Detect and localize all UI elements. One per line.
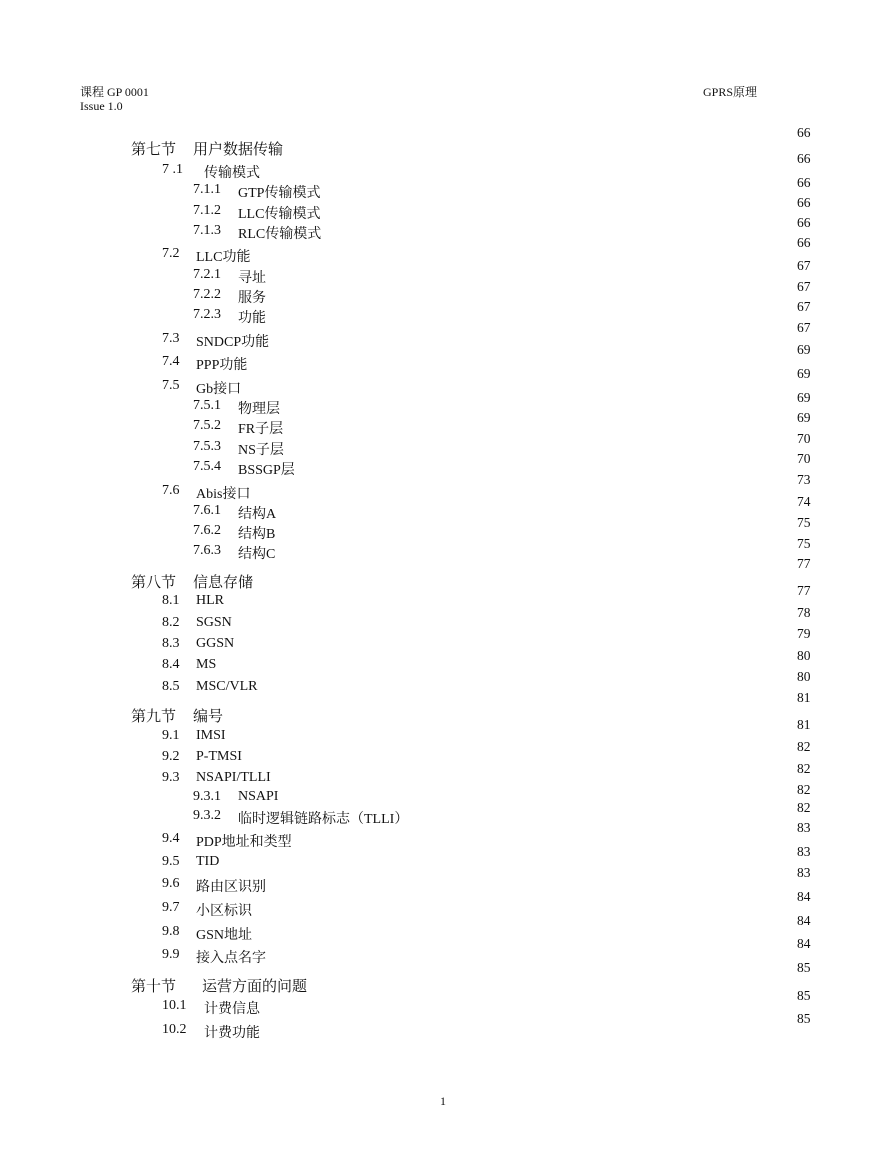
toc-entry-page: 81 — [797, 690, 811, 705]
toc-entry-number: 9.3 — [162, 770, 180, 785]
toc-entry-number: 8.1 — [162, 593, 180, 608]
toc-entry-page: 75 — [797, 536, 811, 551]
toc-entry-page: 70 — [797, 431, 811, 446]
toc-entry-page: 85 — [797, 960, 811, 975]
toc-entry-page: 69 — [797, 390, 811, 405]
toc-entry-title: GGSN — [196, 636, 235, 651]
toc-entry-title: SGSN — [196, 615, 232, 630]
toc-entry-number: 8.3 — [162, 636, 180, 651]
toc-entry-title: P-TMSI — [196, 749, 242, 764]
toc-entry-page: 82 — [797, 800, 811, 815]
toc-entry-page: 84 — [797, 913, 811, 928]
toc-entry-title: 用户数据传输 — [193, 142, 284, 158]
toc-entry-page: 84 — [797, 936, 811, 951]
toc-entry-page: 66 — [797, 195, 811, 210]
toc-entry-number: 8.2 — [162, 615, 180, 630]
toc-entry-title: 功能 — [238, 311, 266, 326]
toc-entry-page: 66 — [797, 215, 811, 230]
toc-entry-number: 7.1.2 — [193, 203, 221, 218]
toc-entry-title: Gb接口 — [196, 382, 242, 397]
toc-entry-number: 9.2 — [162, 749, 180, 764]
toc-entry-page: 70 — [797, 451, 811, 466]
toc-entry-number: 第七节 — [131, 142, 177, 158]
toc-entry-title: 结构B — [238, 527, 276, 542]
toc-entry-number: 7.5.1 — [193, 398, 221, 413]
toc-entry-number: 9.7 — [162, 900, 180, 915]
toc-entry-number: 7.5 — [162, 378, 180, 393]
toc-entry-title: 临时逻辑链路标志（TLLI） — [238, 812, 409, 827]
toc-entry-number: 7.5.2 — [193, 418, 221, 433]
toc-entry-number: 7.6.1 — [193, 503, 221, 518]
toc-entry-page: 67 — [797, 320, 811, 335]
toc-entry-page: 84 — [797, 889, 811, 904]
toc-entry-title: GTP传输模式 — [238, 186, 321, 201]
toc-entry-page: 73 — [797, 472, 811, 487]
toc-entry-page: 77 — [797, 556, 811, 571]
toc-entry-number: 第八节 — [131, 575, 177, 591]
toc-entry-page: 69 — [797, 342, 811, 357]
toc-entry-page: 80 — [797, 669, 811, 684]
toc-entry-title: TID — [196, 854, 220, 869]
toc-entry-title: GSN地址 — [196, 928, 253, 943]
toc-entry-number: 7.6.3 — [193, 543, 221, 558]
toc-entry-number: 7.2.2 — [193, 287, 221, 302]
toc-entry-number: 9.3.1 — [193, 789, 221, 804]
toc-entry-number: 7.2 — [162, 246, 180, 261]
toc-entry-number: 7.5.3 — [193, 439, 221, 454]
toc-entry-page: 69 — [797, 366, 811, 381]
toc-entry-number: 第十节 — [131, 979, 177, 995]
toc-entry-title: MS — [196, 657, 217, 672]
toc-entry-number: 7.6.2 — [193, 523, 221, 538]
toc-entry-number: 9.6 — [162, 876, 180, 891]
toc-entry-page: 83 — [797, 865, 811, 880]
toc-entry-number: 7.5.4 — [193, 459, 221, 474]
toc-entry-title: BSSGP层 — [238, 463, 295, 478]
toc-entry-title: 物理层 — [238, 402, 280, 417]
toc-entry-title: MSC/VLR — [196, 679, 258, 694]
toc-entry-page: 66 — [797, 235, 811, 250]
toc-entry-page: 85 — [797, 1011, 811, 1026]
toc-entry-number: 7.4 — [162, 354, 180, 369]
toc-entry-title: 寻址 — [238, 271, 266, 286]
toc-entry-title: 传输模式 — [204, 166, 260, 181]
toc-entry-title: 信息存储 — [193, 575, 254, 591]
toc-entry-page: 80 — [797, 648, 811, 663]
toc-entry-title: 接入点名字 — [196, 951, 266, 966]
toc-entry-title: 计费信息 — [204, 1002, 260, 1017]
toc-entry-title: 编号 — [193, 709, 224, 725]
toc-entry-title: 路由区识别 — [196, 880, 266, 895]
toc-entry-number: 9.3.2 — [193, 808, 221, 823]
toc-entry-number: 9.8 — [162, 924, 180, 939]
toc-entry-number: 8.4 — [162, 657, 180, 672]
toc-entry-number: 7.6 — [162, 483, 180, 498]
toc-entry-number: 10.2 — [162, 1022, 187, 1037]
toc-entry-title: LLC传输模式 — [238, 207, 321, 222]
toc-entry-title: 计费功能 — [204, 1026, 260, 1041]
toc-entry-title: PPP功能 — [196, 358, 248, 373]
toc-entry-title: PDP地址和类型 — [196, 835, 292, 850]
toc-entry-title: NSAPI — [238, 789, 279, 804]
page-number: 1 — [440, 1094, 446, 1108]
toc-entry-page: 78 — [797, 605, 811, 620]
toc-entry-title: Abis接口 — [196, 487, 251, 502]
toc-entry-title: SNDCP功能 — [196, 335, 270, 350]
toc-entry-number: 9.1 — [162, 728, 180, 743]
toc-entry-title: HLR — [196, 593, 224, 608]
toc-entry-title: 运营方面的问题 — [202, 979, 308, 995]
toc-entry-page: 67 — [797, 279, 811, 294]
toc-entry-number: 7.2.1 — [193, 267, 221, 282]
toc-entry-title: NS子层 — [238, 443, 284, 458]
toc-entry-page: 66 — [797, 151, 811, 166]
toc-entry-page: 81 — [797, 717, 811, 732]
toc-entry-page: 67 — [797, 299, 811, 314]
issue-label: Issue 1.0 — [80, 99, 123, 113]
toc-entry-title: FR子层 — [238, 422, 284, 437]
toc-entry-title: RLC传输模式 — [238, 227, 322, 242]
document-title: GPRS原理 — [703, 85, 758, 99]
toc-entry-number: 7.2.3 — [193, 307, 221, 322]
toc-entry-title: LLC功能 — [196, 250, 251, 265]
toc-entry-page: 82 — [797, 739, 811, 754]
toc-entry-page: 79 — [797, 626, 811, 641]
toc-entry-number: 7.3 — [162, 331, 180, 346]
toc-entry-page: 77 — [797, 583, 811, 598]
toc-entry-title: NSAPI/TLLI — [196, 770, 271, 785]
course-code: 课程 GP 0001 — [80, 85, 149, 99]
toc-entry-number: 10.1 — [162, 998, 187, 1013]
toc-entry-number: 7 .1 — [162, 162, 183, 177]
toc-entry-number: 8.5 — [162, 679, 180, 694]
toc-entry-page: 66 — [797, 125, 811, 140]
toc-entry-title: IMSI — [196, 728, 226, 743]
toc-entry-page: 85 — [797, 988, 811, 1003]
toc-entry-page: 83 — [797, 820, 811, 835]
toc-entry-number: 7.1.3 — [193, 223, 221, 238]
toc-entry-title: 服务 — [238, 291, 266, 306]
toc-entry-number: 9.5 — [162, 854, 180, 869]
toc-entry-title: 小区标识 — [196, 904, 252, 919]
toc-entry-page: 67 — [797, 258, 811, 273]
toc-entry-number: 第九节 — [131, 709, 177, 725]
toc-entry-number: 9.4 — [162, 831, 180, 846]
toc-entry-page: 82 — [797, 782, 811, 797]
toc-entry-page: 83 — [797, 844, 811, 859]
toc-entry-title: 结构A — [238, 507, 277, 522]
toc-entry-number: 9.9 — [162, 947, 180, 962]
toc-entry-page: 74 — [797, 494, 811, 509]
toc-entry-number: 7.1.1 — [193, 182, 221, 197]
toc-entry-page: 69 — [797, 410, 811, 425]
toc-entry-page: 66 — [797, 175, 811, 190]
toc-entry-page: 75 — [797, 515, 811, 530]
toc-entry-page: 82 — [797, 761, 811, 776]
toc-entry-title: 结构C — [238, 547, 276, 562]
